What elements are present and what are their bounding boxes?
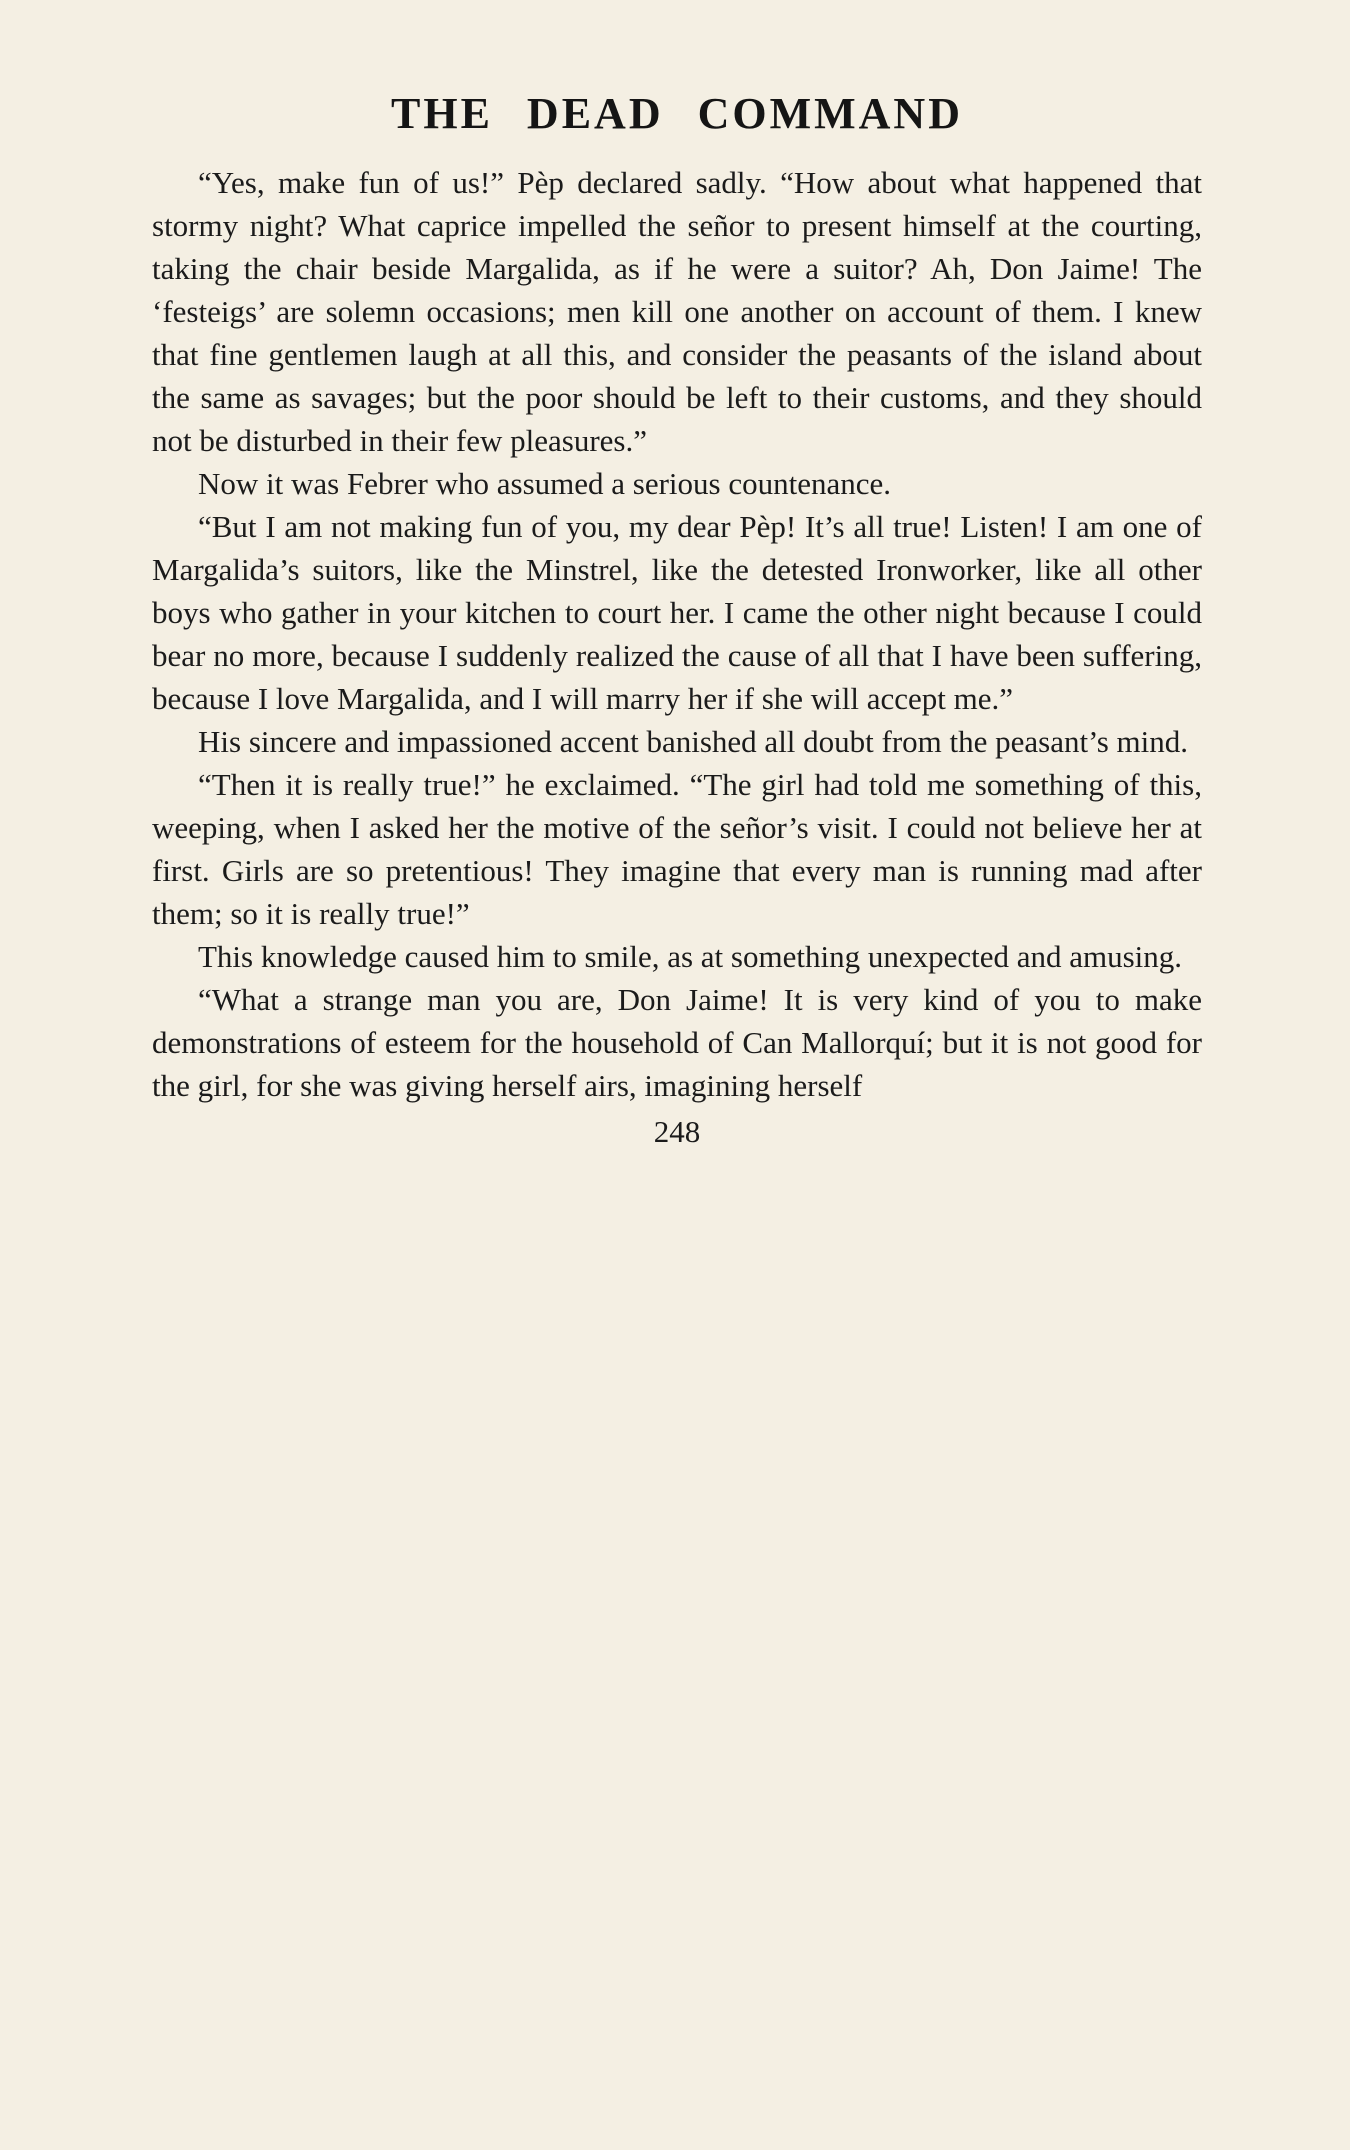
paragraph: “Then it is really true!” he exclaimed. “The girl had told me something of this, weeping, when I asked her the motive of the señor’s visit. I could not believe her at first. Girls are so pretentious! They imagine that every man is running mad after them; so it is really true!” [152, 767, 1202, 931]
page-body [152, 161, 1202, 1107]
paragraph: Now it was Febrer who assumed a serious countenance. [198, 466, 892, 501]
paragraph: “But I am not making fun of you, my dear Pèp! It’s all true! Listen! I am one of Margalida’s suitors, like the Minstrel, like the detested Ironworker, like all other boys who gather in your kitchen to court her. I came the other night because I could bear no more, because I suddenly realized the cause of all that I have been suffering, because I love Margalida, and I will marry her if she will accept me.” [152, 509, 1202, 716]
paragraph: “What a strange man you are, Don Jaime! It is very kind of you to make demonstrations of esteem for the household of Can Mallorquí; but it is not good for the girl, for she was giving herself airs, imagining herself [152, 982, 1202, 1103]
paragraph: “Yes, make fun of us!” Pèp declared sadly. “How about what happened that stormy night? What caprice impelled the señor to present himself at the courting, taking the chair beside Margalida, as if he were a suitor? Ah, Don Jaime! The ‘festeigs’ are solemn occasions; men kill one another on account of them. I knew that fine gentlemen laugh at all this, and consider the peasants of the island about the same as savages; but the poor should be left to their customs, and they should not be disturbed in their few pleasures.” [152, 165, 1202, 458]
paragraph: His sincere and impassioned accent banished all doubt from the peasant’s mind. [198, 724, 1189, 759]
page-number: 248 [653, 1114, 701, 1149]
page-title: THE DEAD COMMAND [391, 89, 963, 138]
paragraph: This knowledge caused him to smile, as at something unexpected and amusing. [198, 939, 1183, 974]
